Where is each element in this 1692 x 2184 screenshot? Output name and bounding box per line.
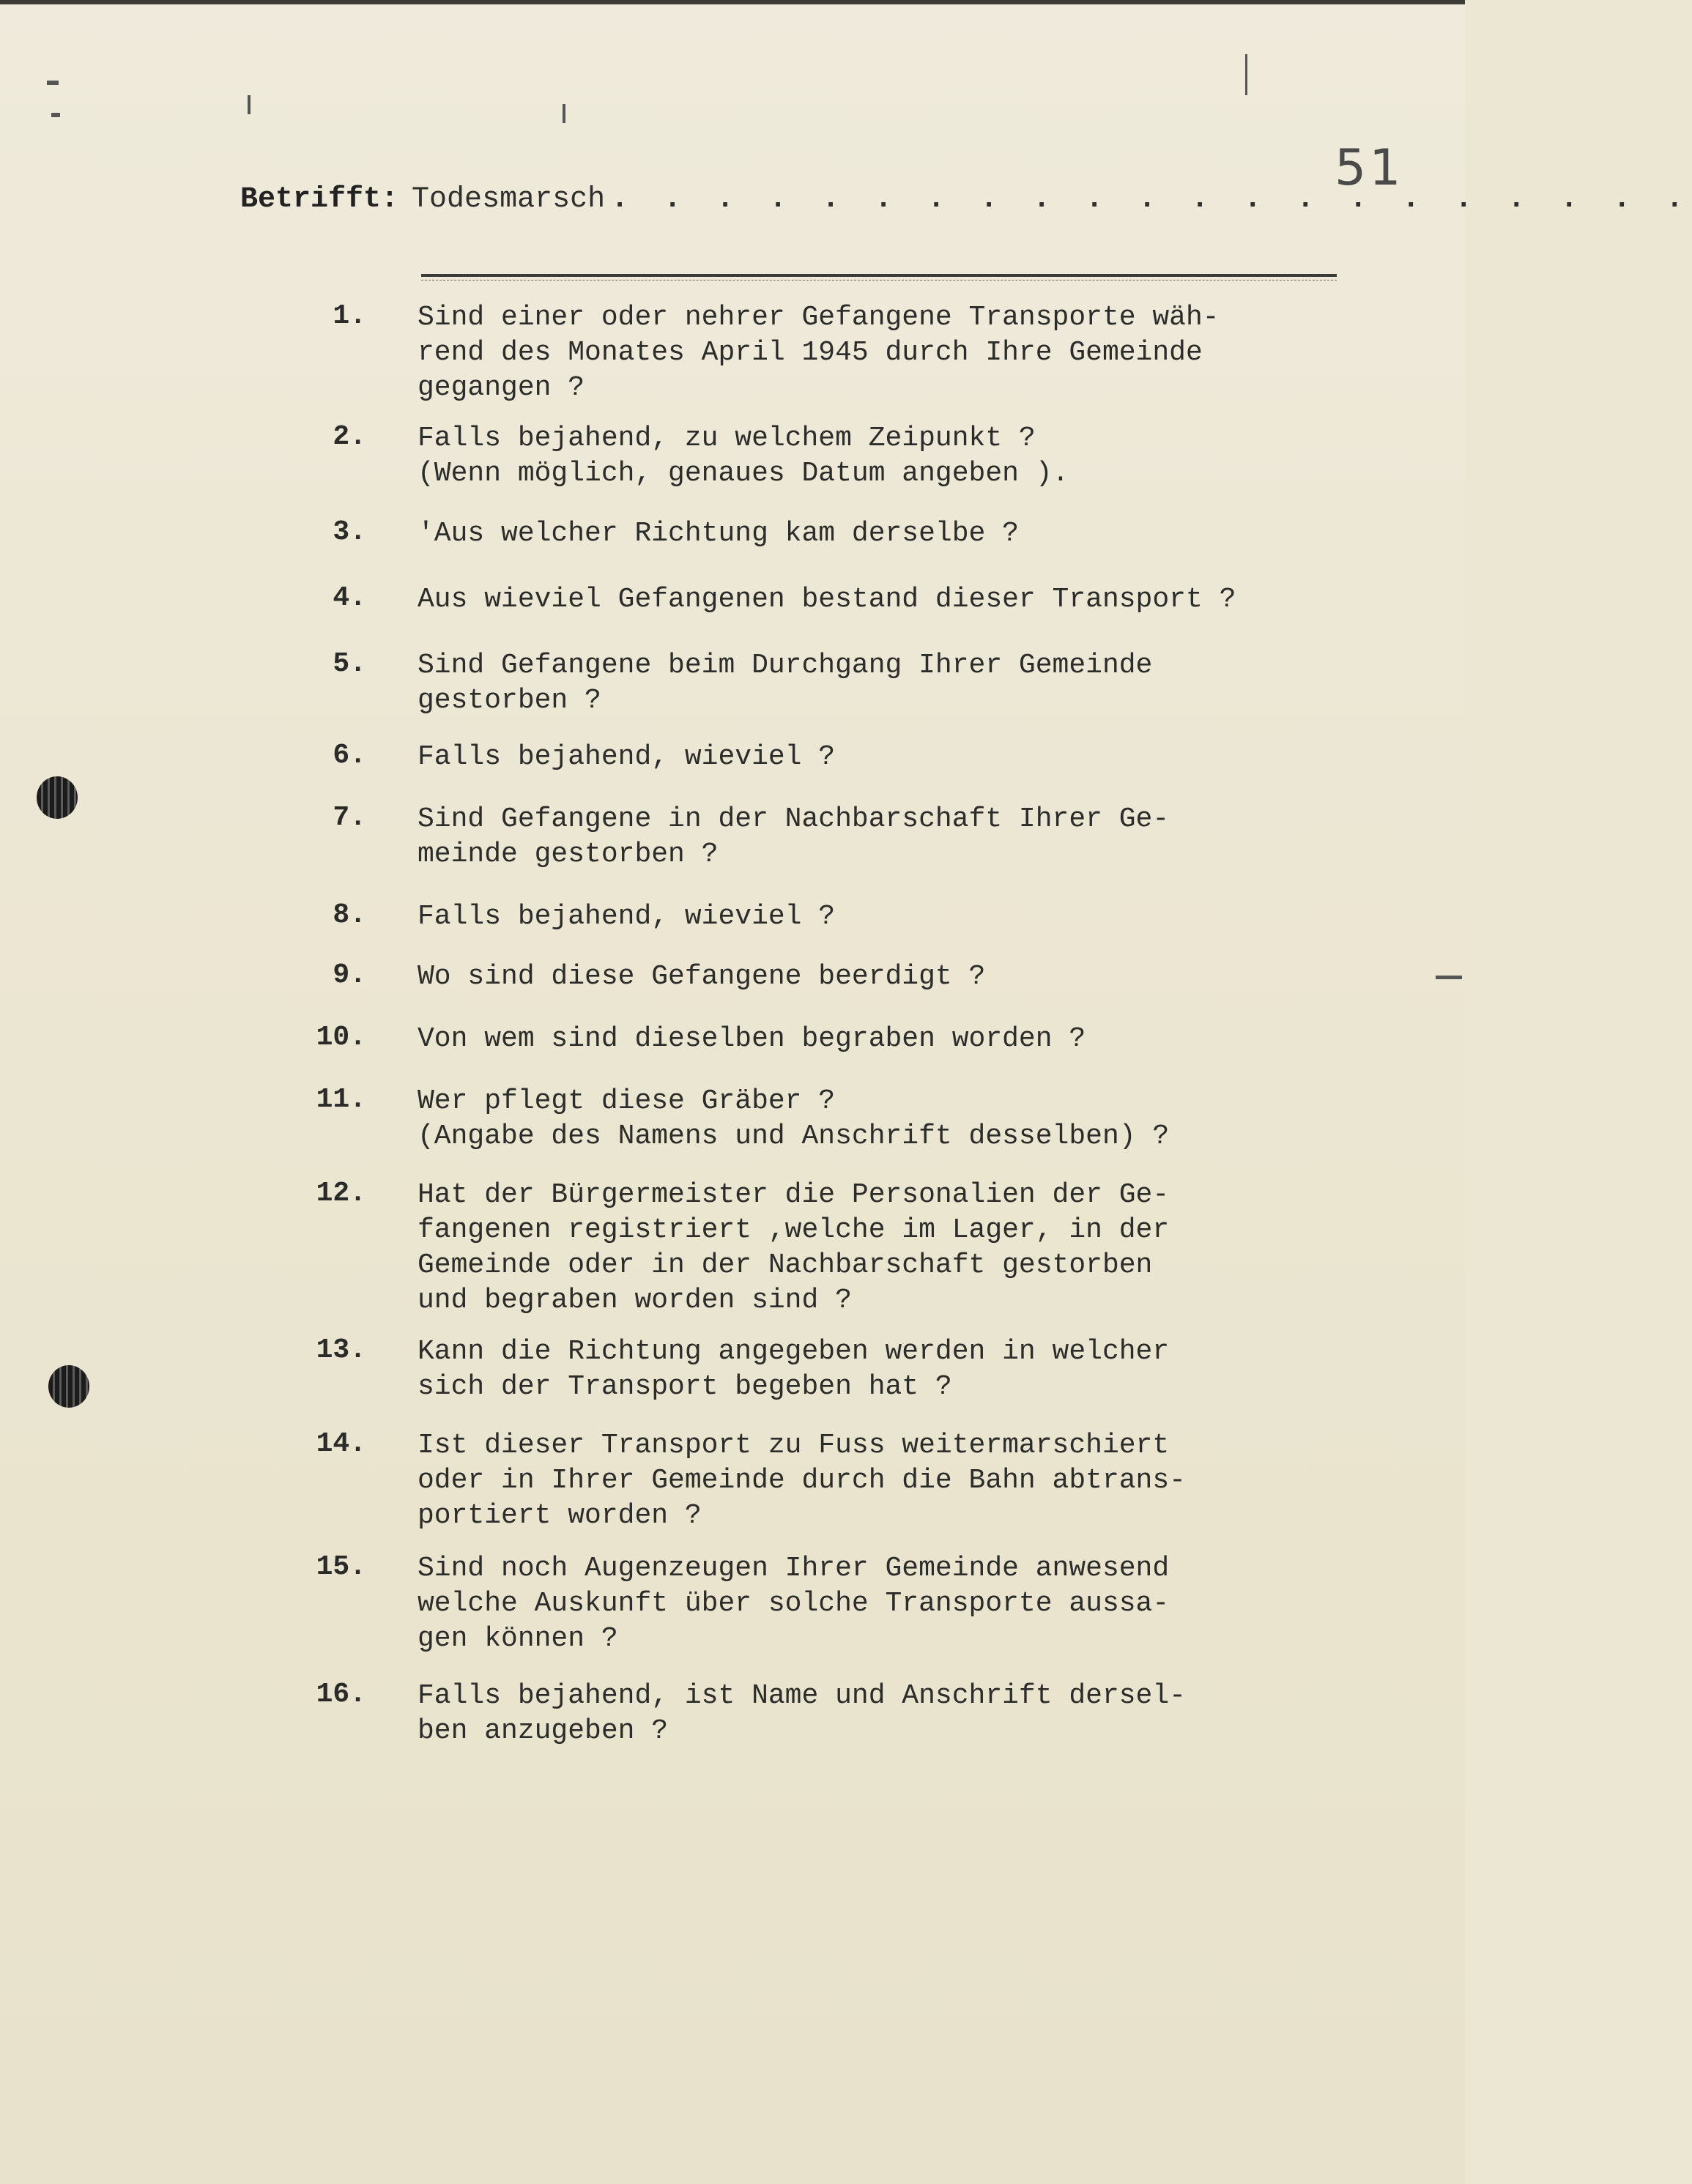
question-line: oder in Ihrer Gemeinde durch die Bahn abtrans-: [418, 1465, 1186, 1496]
question-number: 16.: [316, 1679, 366, 1710]
question-line: Sind noch Augenzeugen Ihrer Gemeinde anwesend: [418, 1553, 1170, 1584]
question-text: [418, 1679, 1370, 1749]
stray-mark: [1245, 54, 1247, 95]
question-line: gen können ?: [418, 1623, 618, 1654]
question-line: Wer pflegt diese Gräber ?: [418, 1085, 836, 1117]
stray-mark: [563, 104, 565, 123]
question-text: [418, 899, 1370, 935]
question-number: 3.: [333, 516, 366, 548]
header-rule: [421, 274, 1337, 277]
question-line: Gemeinde oder in der Nachbarschaft gestorben: [418, 1249, 1153, 1281]
subject-line: [240, 183, 1692, 216]
question-line: portiert worden ?: [418, 1500, 702, 1531]
question-text: [418, 421, 1370, 491]
scan-top-edge: [0, 0, 1465, 4]
question-text: [418, 1178, 1370, 1318]
question-number: 5.: [333, 648, 366, 680]
question-number: 9.: [333, 959, 366, 991]
question-line: Falls bejahend, ist Name und Anschrift dersel-: [418, 1680, 1186, 1712]
question-number: 11.: [316, 1084, 366, 1115]
stray-mark: [1436, 976, 1462, 979]
question-number: 15.: [316, 1551, 366, 1583]
question-line: welche Auskunft über solche Transporte aussa-: [418, 1588, 1170, 1619]
page-number: 51: [1335, 139, 1404, 197]
question-text: [418, 648, 1370, 718]
question-text: [418, 1084, 1370, 1154]
question-text: [418, 740, 1370, 775]
question-line: (Angabe des Namens und Anschrift desselben) ?: [418, 1121, 1170, 1152]
question-line: gestorben ?: [418, 685, 601, 716]
question-line: ben anzugeben ?: [418, 1715, 669, 1747]
question-text: [418, 959, 1370, 995]
stray-mark: [51, 113, 60, 117]
question-number: 6.: [333, 740, 366, 771]
question-number: 7.: [333, 802, 366, 833]
question-line: Kann die Richtung angegeben werden in welcher: [418, 1336, 1170, 1367]
question-line: rend des Monates April 1945 durch Ihre Gemeinde: [418, 337, 1203, 368]
question-number: 10.: [316, 1022, 366, 1053]
question-line: Sind Gefangene beim Durchgang Ihrer Gemeinde: [418, 650, 1153, 681]
question-line: meinde gestorben ?: [418, 839, 719, 870]
header-rule-secondary: [421, 280, 1337, 281]
question-text: [418, 802, 1370, 872]
question-line: Wo sind diese Gefangene beerdigt ?: [418, 961, 986, 992]
subject-value: Todesmarsch: [412, 183, 606, 216]
question-number: 4.: [333, 582, 366, 614]
question-number: 12.: [316, 1178, 366, 1209]
question-line: fangenen registriert ,welche im Lager, in der: [418, 1214, 1170, 1246]
question-line: Sind einer oder nehrer Gefangene Transporte wäh-: [418, 302, 1220, 333]
question-text: [418, 516, 1370, 551]
leader-dots: . . . . . . . . . . . . . . . . . . . . .: [611, 183, 1692, 216]
question-number: 14.: [316, 1428, 366, 1460]
question-line: Aus wieviel Gefangenen bestand dieser Transport ?: [418, 584, 1236, 615]
stray-mark: [248, 95, 251, 114]
question-text: [418, 582, 1370, 617]
question-line: Sind Gefangene in der Nachbarschaft Ihrer Ge-: [418, 803, 1170, 835]
question-text: [418, 300, 1370, 406]
question-text: [418, 1551, 1370, 1657]
punch-hole-top: [37, 776, 78, 819]
question-number: 13.: [316, 1334, 366, 1366]
question-number: 1.: [333, 300, 366, 332]
question-line: (Wenn möglich, genaues Datum angeben ).: [418, 458, 1069, 489]
question-number: 8.: [333, 899, 366, 931]
question-line: und begraben worden sind ?: [418, 1285, 852, 1316]
question-line: sich der Transport begeben hat ?: [418, 1371, 952, 1403]
question-text: [418, 1022, 1370, 1057]
question-line: Hat der Bürgermeister die Personalien der Ge-: [418, 1179, 1170, 1211]
subject-label: Betrifft:: [240, 183, 399, 216]
question-line: gegangen ?: [418, 372, 585, 404]
question-text: [418, 1428, 1370, 1534]
question-line: Falls bejahend, wieviel ?: [418, 901, 836, 932]
question-line: Ist dieser Transport zu Fuss weitermarschiert: [418, 1430, 1170, 1461]
stray-mark: [47, 81, 59, 85]
question-line: Von wem sind dieselben begraben worden ?: [418, 1023, 1086, 1055]
question-line: Falls bejahend, wieviel ?: [418, 741, 836, 773]
question-line: 'Aus welcher Richtung kam derselbe ?: [418, 518, 1019, 549]
question-number: 2.: [333, 421, 366, 453]
punch-hole-bottom: [48, 1365, 89, 1408]
question-text: [418, 1334, 1370, 1405]
question-line: Falls bejahend, zu welchem Zeipunkt ?: [418, 423, 1036, 454]
